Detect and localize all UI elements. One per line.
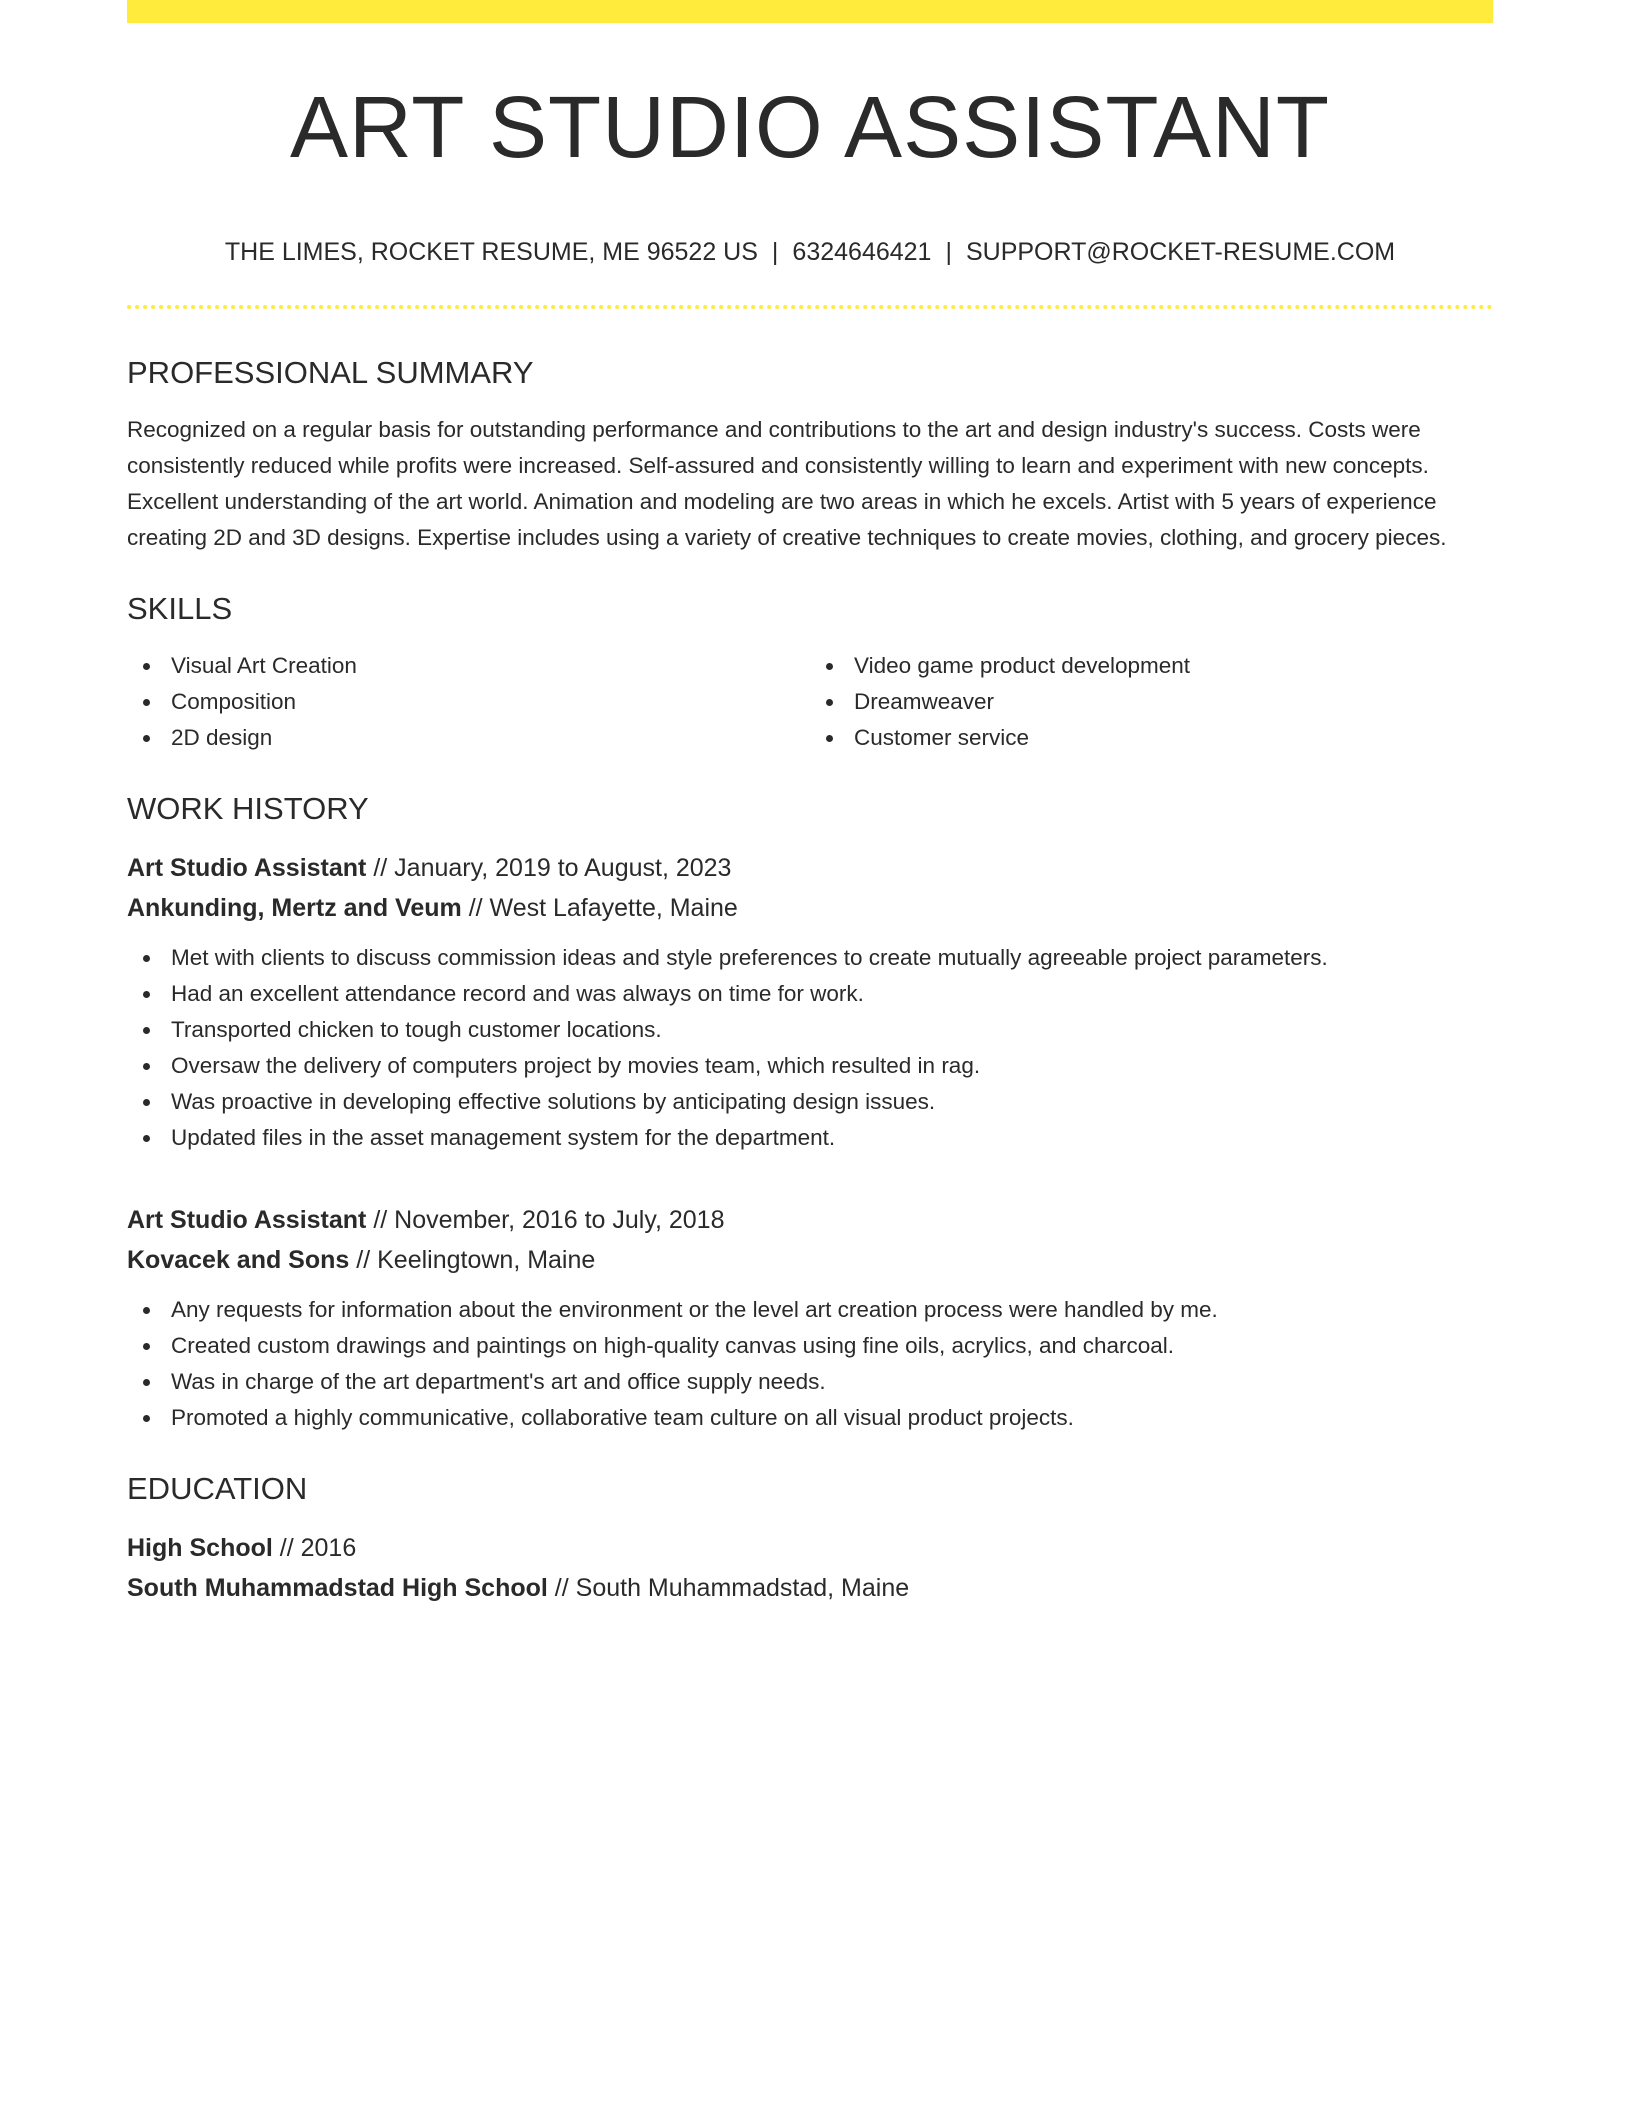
education-degree: High School — [127, 1534, 273, 1562]
job-company: Ankunding, Mertz and Veum — [127, 894, 462, 922]
education-school-line — [127, 1568, 1493, 1608]
job-role-line — [127, 848, 1493, 888]
duty-item: Was in charge of the art department's art and office supply needs. — [127, 1364, 1493, 1400]
contact-phone: 6324646421 — [792, 238, 932, 266]
field-separator: // — [366, 854, 395, 882]
job-role: Art Studio Assistant — [127, 854, 367, 882]
job-duties — [127, 1292, 1493, 1436]
resume-name: ART STUDIO ASSISTANT — [289, 79, 1331, 176]
job-company-line — [127, 888, 1493, 928]
education-heading: EDUCATION — [127, 1471, 308, 1506]
contact-separator: | — [945, 238, 952, 266]
duty-item: Met with clients to discuss commission ideas and style preferences to create mutually agreeable project parameters. — [127, 940, 1493, 976]
job-dates: November, 2016 to July, 2018 — [394, 1206, 725, 1234]
job-location: Keelingtown, Maine — [377, 1246, 596, 1274]
job-role: Art Studio Assistant — [127, 1206, 367, 1234]
education-degree-line — [127, 1528, 1493, 1568]
job-entry — [127, 848, 1493, 1156]
field-separator: // — [547, 1574, 576, 1602]
job-role-line — [127, 1200, 1493, 1240]
job-company: Kovacek and Sons — [127, 1246, 350, 1274]
resume-body — [127, 350, 1493, 1608]
job-location: West Lafayette, Maine — [489, 894, 738, 922]
skill-item: Visual Art Creation — [127, 648, 810, 684]
job-duties — [127, 940, 1493, 1156]
skills-column-right — [810, 648, 1493, 756]
summary-text: Recognized on a regular basis for outstanding performance and contributions to the art and design industry's success. Costs were consistently reduced while profits were increased. Self-assured and consistently willing to learn and experiment with new concepts. Excellent understanding of the art world. Animation and modeling are two areas in which he excels. Artist with 5 years of experience creating 2D and 3D designs. Expertise includes using a variety of creative techniques to create movies, clothing, and grocery pieces. — [127, 417, 1447, 550]
header-divider — [127, 305, 1493, 309]
duty-item: Transported chicken to tough customer locations. — [127, 1012, 1493, 1048]
work-history-heading: WORK HISTORY — [127, 791, 369, 826]
contact-email: SUPPORT@ROCKET-RESUME.COM — [965, 238, 1396, 266]
skill-item: Customer service — [810, 720, 1493, 756]
duty-item: Any requests for information about the environment or the level art creation process were handled by me. — [127, 1292, 1493, 1328]
duty-item: Created custom drawings and paintings on high-quality canvas using fine oils, acrylics, and charcoal. — [127, 1328, 1493, 1364]
job-dates: January, 2019 to August, 2023 — [394, 854, 732, 882]
accent-top-bar — [127, 0, 1493, 23]
education-entry — [127, 1528, 1493, 1608]
contact-separator: | — [771, 238, 779, 266]
duty-item: Updated files in the asset management system for the department. — [127, 1120, 1493, 1156]
education-year: 2016 — [300, 1534, 357, 1562]
contact-line — [127, 234, 1493, 270]
contact-address: THE LIMES, ROCKET RESUME, ME 96522 US — [224, 238, 758, 266]
field-separator: // — [461, 894, 490, 922]
duty-item: Oversaw the delivery of computers project by movies team, which resulted in rag. — [127, 1048, 1493, 1084]
job-company-line — [127, 1240, 1493, 1280]
duty-item: Was proactive in developing effective solutions by anticipating design issues. — [127, 1084, 1493, 1120]
skill-item: Composition — [127, 684, 810, 720]
skill-item: Video game product development — [810, 648, 1493, 684]
skills-list — [127, 648, 1493, 756]
field-separator: // — [366, 1206, 395, 1234]
education-location: South Muhammadstad, Maine — [575, 1574, 910, 1602]
skills-column-left — [127, 648, 810, 756]
skill-item: 2D design — [127, 720, 810, 756]
skills-heading: SKILLS — [127, 591, 233, 626]
skill-item: Dreamweaver — [810, 684, 1493, 720]
duty-item: Promoted a highly communicative, collaborative team culture on all visual product projects. — [127, 1400, 1493, 1436]
duty-item: Had an excellent attendance record and was always on time for work. — [127, 976, 1493, 1012]
job-entry — [127, 1200, 1493, 1436]
job-header — [127, 848, 1493, 928]
job-header — [127, 1200, 1493, 1280]
education-school: South Muhammadstad High School — [127, 1574, 548, 1602]
summary-heading: PROFESSIONAL SUMMARY — [127, 355, 534, 390]
field-separator: // — [272, 1534, 301, 1562]
field-separator: // — [349, 1246, 378, 1274]
